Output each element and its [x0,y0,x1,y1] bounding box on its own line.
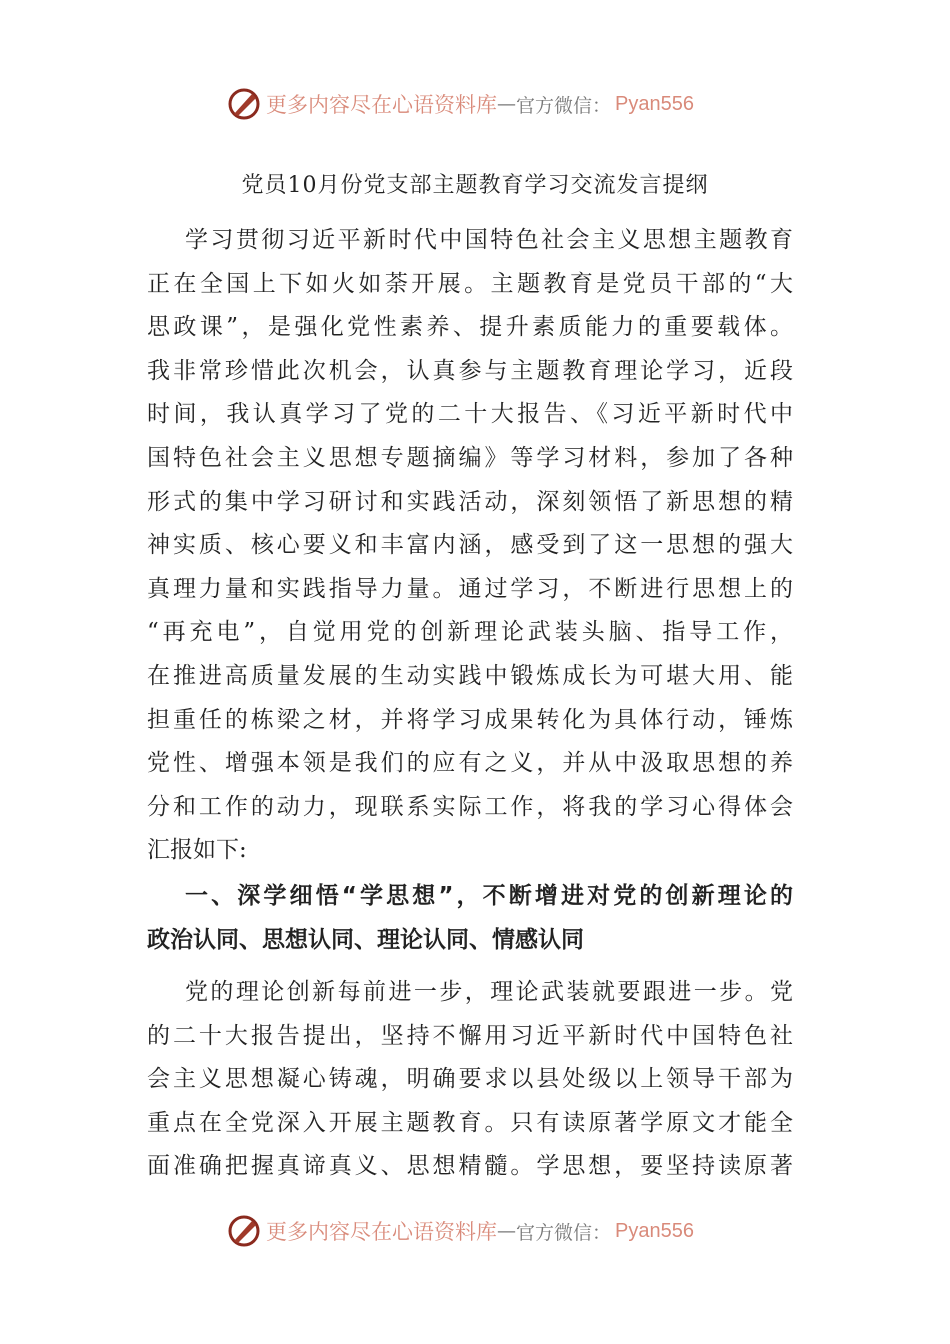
paragraph-line: 国特色社会主义思想专题摘编》等学习材料，参加了各种 [147,445,793,471]
section-heading-line: 一、深学细悟“学思想”，不断增进对党的创新理论的 [185,883,793,909]
paragraph-line: “再充电”，自觉用党的创新理论武装头脑、指导工作， [147,619,793,646]
paragraph-line: 真理力量和实践指导力量。通过学习，不断进行思想上的 [147,575,793,602]
watermark-sep: — [497,1220,516,1242]
paragraph-line: 党性、增强本领是我们的应有之义，并从中汲取思想的养 [147,750,793,777]
watermark-id: Pyan556 [615,1219,694,1242]
paragraph-line: 面准确把握真谛真义、思想精髓。学思想，要坚持读原著 [147,1153,793,1179]
section-heading-line: 政治认同、思想认同、理论认同、情感认同 [147,926,584,953]
paragraph-line: 神实质、核心要义和丰富内涵，感受到了这一思想的强大 [147,532,793,559]
pen-logo-icon [226,1213,262,1249]
paragraph-line: 分和工作的动力，现联系实际工作，将我的学习心得体会 [147,793,793,820]
watermark-id: Pyan556 [615,92,694,115]
paragraph-line: 重点在全党深入开展主题教育。只有读原著学原文才能全 [147,1109,793,1136]
paragraph-line: 形式的集中学习研讨和实践活动，深刻领悟了新思想的精 [147,488,793,515]
paragraph-line: 学习贯彻习近平新时代中国特色社会主义思想主题教育 [185,227,793,253]
paragraph-line: 在推进高质量发展的生动实践中锻炼成长为可堪大用、能 [147,663,793,689]
watermark-site: 更多内容尽在心语资料库 [266,93,497,117]
watermark-sep: — [497,93,516,115]
document-title: 党员10月份党支部主题教育学习交流发言提纲 [241,173,709,198]
watermark-label: 官方微信： [516,94,612,117]
watermark-label: 官方微信： [516,1221,612,1244]
paragraph-line: 党的理论创新每前进一步，理论武装就要跟进一步。党 [185,979,793,1005]
watermark-site: 更多内容尽在心语资料库 [266,1220,497,1244]
watermark-footer [226,1211,726,1251]
paragraph-line: 思政课”，是强化党性素养、提升素质能力的重要载体。 [147,314,793,341]
paragraph-line: 担重任的栋梁之材，并将学习成果转化为具体行动，锤炼 [147,706,793,733]
paragraph-line: 时间，我认真学习了党的二十大报告、《习近平新时代中 [147,401,793,428]
paragraph-line: 的二十大报告提出，坚持不懈用习近平新时代中国特色社 [147,1022,793,1049]
paragraph-line: 汇报如下: [147,837,247,864]
paragraph-line: 正在全国上下如火如荼开展。主题教育是党员干部的“大 [147,270,793,297]
paragraph-line: 会主义思想凝心铸魂，明确要求以县处级以上领导干部为 [147,1066,793,1092]
paragraph-line: 我非常珍惜此次机会，认真参与主题教育理论学习，近段 [147,357,793,384]
pen-logo-icon [226,86,262,122]
watermark-header [226,84,726,124]
